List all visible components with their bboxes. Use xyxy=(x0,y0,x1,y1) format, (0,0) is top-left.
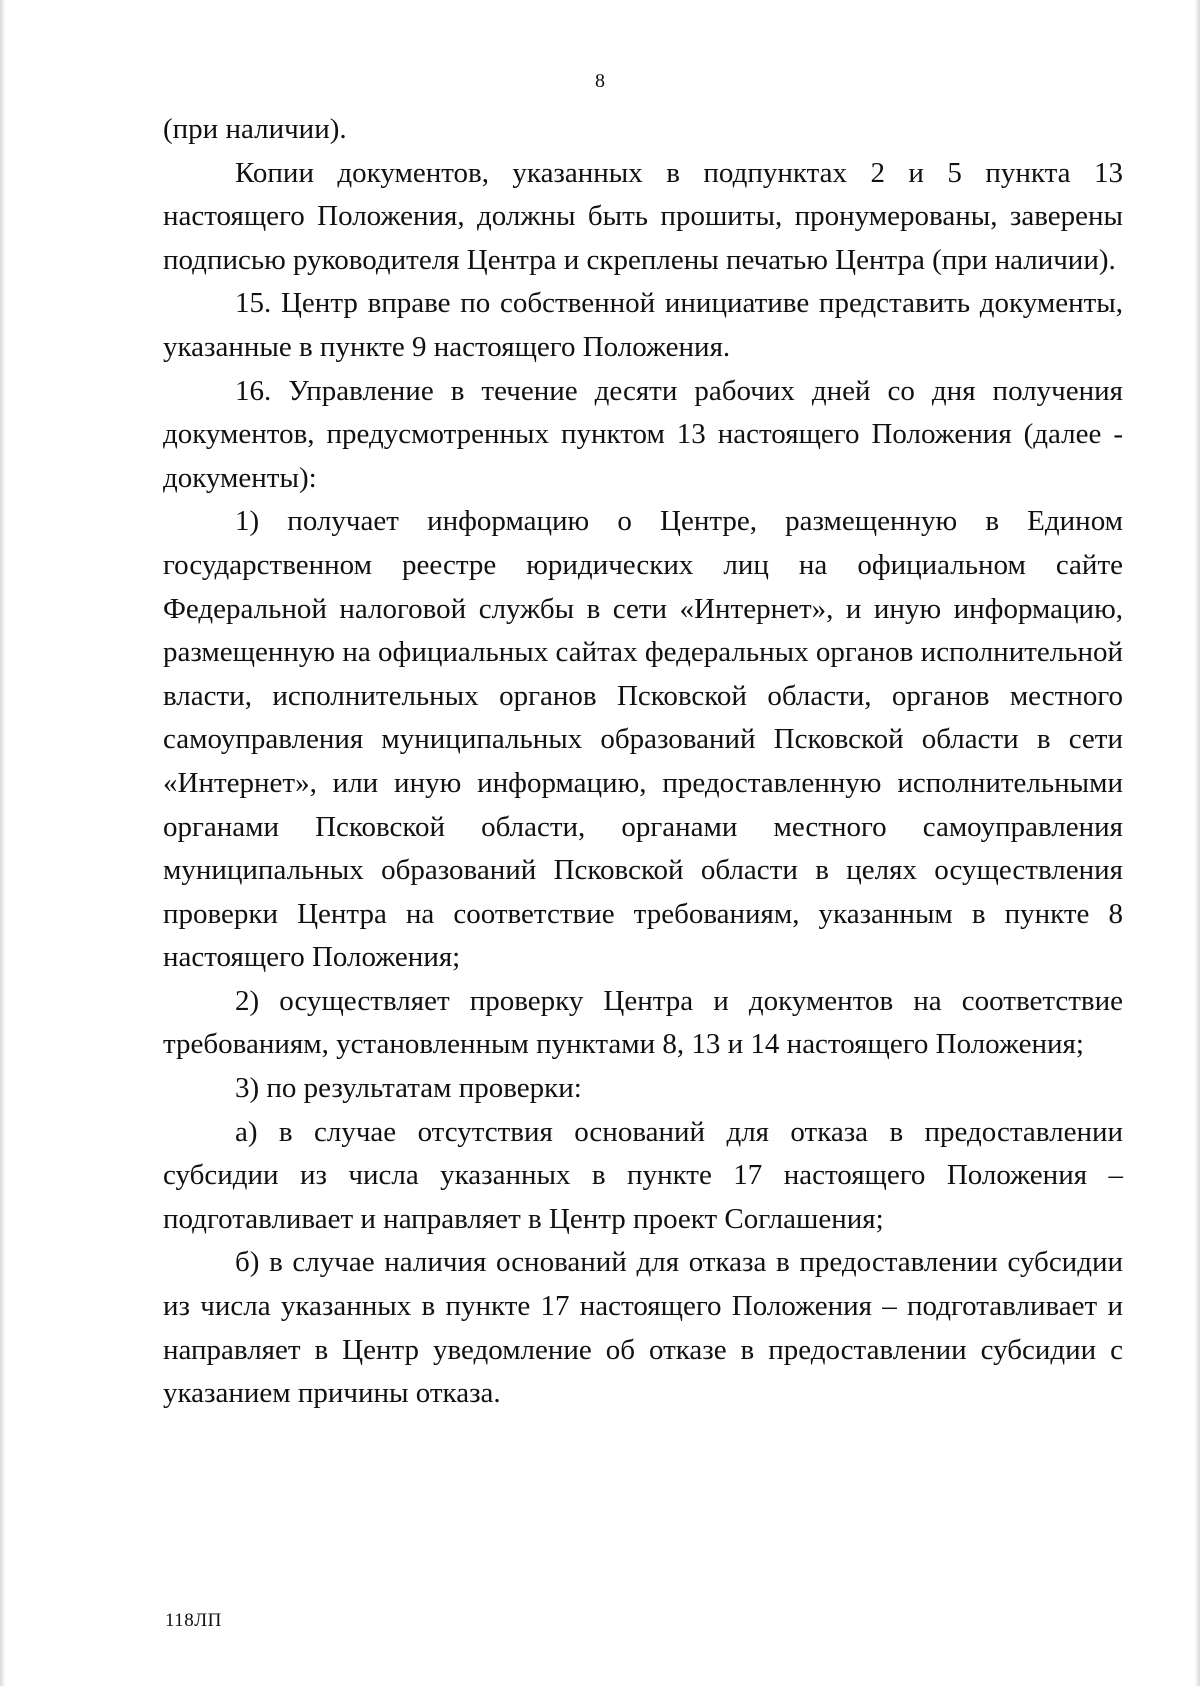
paragraph-subclause-3: 3) по результатам проверки: xyxy=(235,1072,582,1105)
footer-document-code: 118ЛП xyxy=(165,1610,222,1631)
document-body xyxy=(163,108,1123,1416)
paragraph-clause-15: 15. Центр вправе по собственной инициативе представить документы, указанные в пункте 9 настоящего Положения. xyxy=(163,287,1123,363)
paragraph-item-a: а) в случае отсутствия оснований для отказа в предоставлении субсидии из числа указанных в пункте 17 настоящего Положения – подготавливает и направляет в Центр проект Соглашения; xyxy=(163,1115,1123,1235)
paragraph-subclause-2: 2) осуществляет проверку Центра и документов на соответствие требованиям, установленным пунктами 8, 13 и 14 настоящего Положения; xyxy=(163,984,1123,1061)
paragraph-copies-requirements: Копии документов, указанных в подпунктах 2 и 5 пункта 13 настоящего Положения, должны быть прошиты, пронумерованы, заверены подписью руководителя Центра и скреплены печатью Центра (при наличии). xyxy=(163,156,1123,276)
paragraph-continuation: (при наличии). xyxy=(163,113,347,145)
paragraph-subclause-1: 1) получает информацию о Центре, размещенную в Едином государственном реестре юридических лиц на официальном сайте Федеральной налоговой службы в сети «Интернет», и иную информацию, размещенную на официальных сайтах федеральных органов исполнительной власти, исполнительных органов Псковской области, органов местного самоуправления муниципальных образований Псковской области в сети «Интернет», или иную информацию, предоставленную исполнительными органами Псковской области, органами местного самоуправления муниципальных образований Псковской области в целях осуществления проверки Центра на соответствие требованиям, указанным в пункте 8 настоящего Положения; xyxy=(163,505,1123,974)
scan-edge-left xyxy=(0,0,6,1686)
paragraph-clause-16: 16. Управление в течение десяти рабочих дней со дня получения документов, предусмотренных пунктом 13 настоящего Положения (далее - документы): xyxy=(163,374,1123,494)
scan-edge-right xyxy=(1194,0,1200,1686)
page-number: 8 xyxy=(595,70,605,92)
paragraph-item-b: б) в случае наличия оснований для отказа в предоставлении субсидии из числа указанных в пункте 17 настоящего Положения – подготавливает и направляет в Центр уведомление об отказе в предоставлении субсидии с указанием причины отказа. xyxy=(163,1246,1123,1410)
